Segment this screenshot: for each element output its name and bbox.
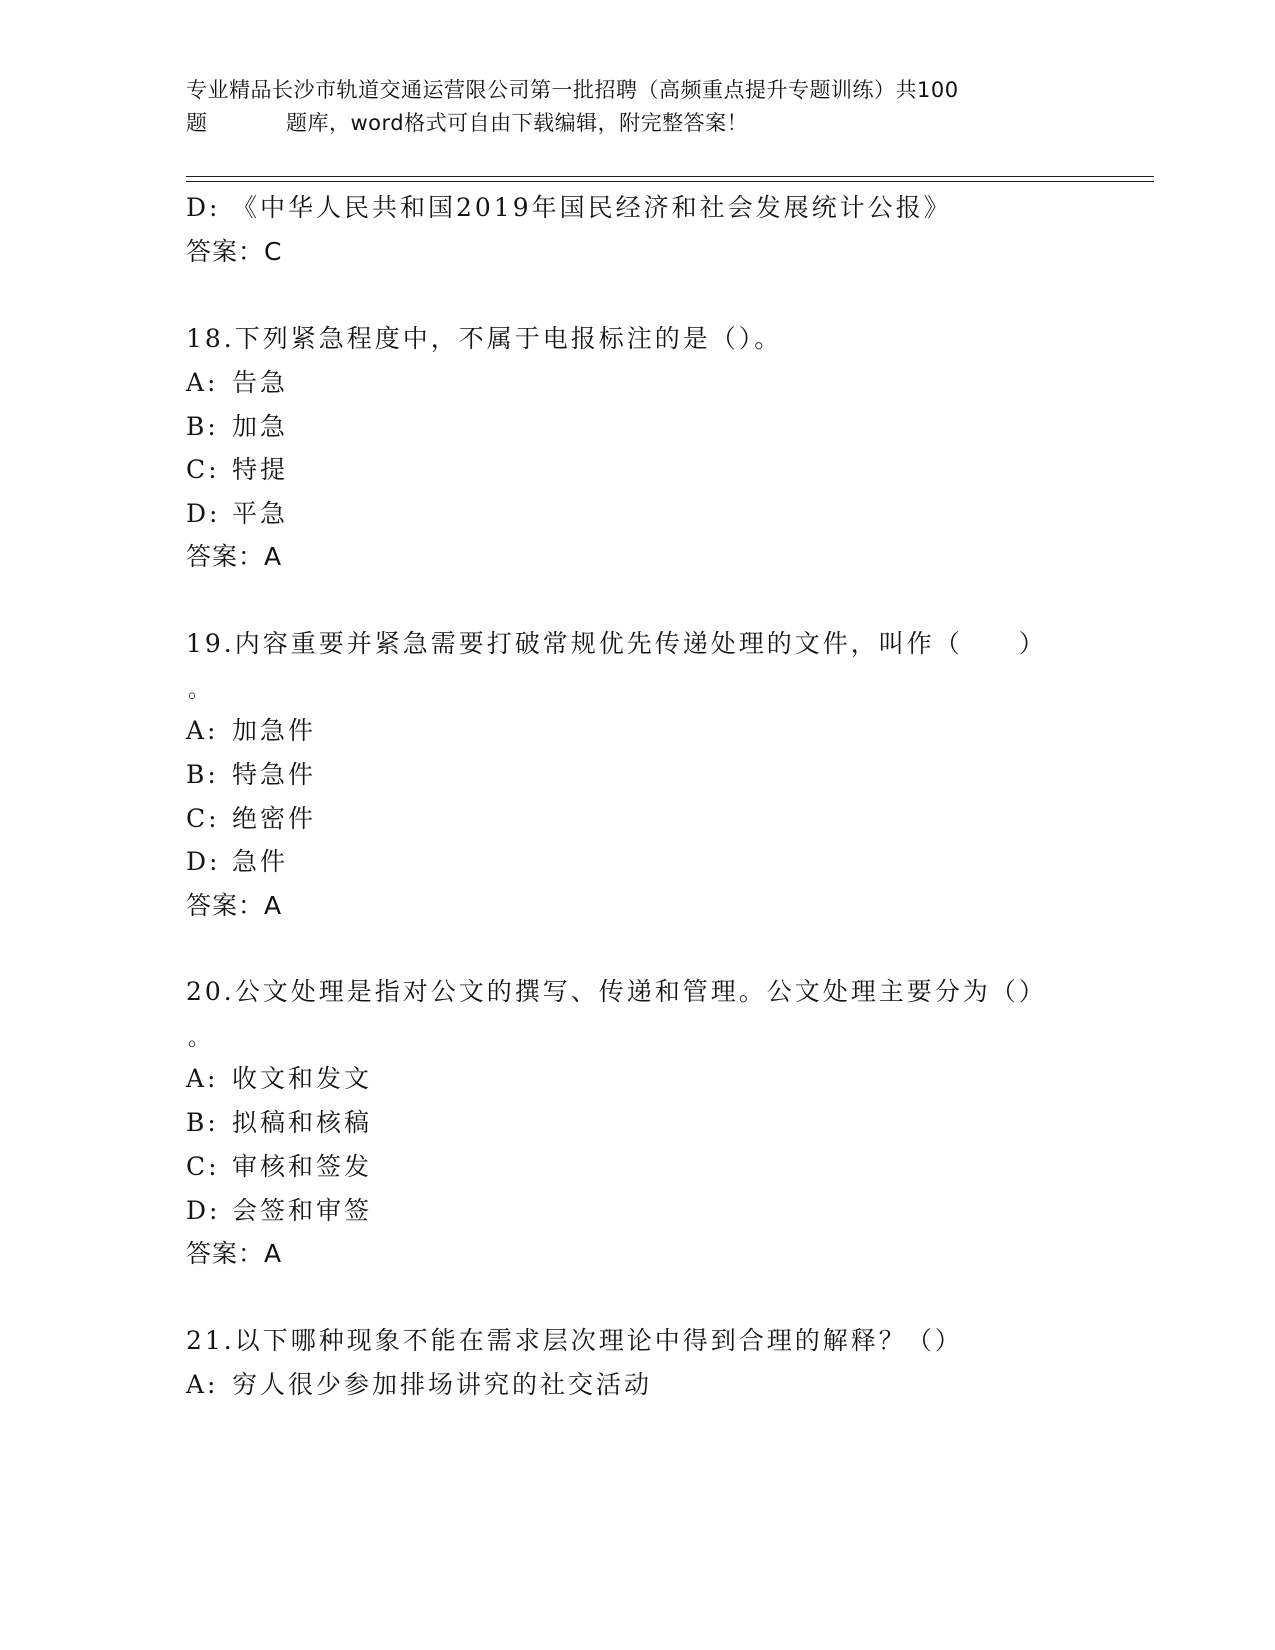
option-text: 急件 <box>232 847 289 876</box>
header-rule-bottom <box>186 181 1154 182</box>
header-title-line2-rest: 题库，word格式可自由下载编辑，附完整答案！ <box>286 111 749 135</box>
option-label: A: <box>186 1370 219 1399</box>
q19-option-c <box>186 804 316 834</box>
q19-answer <box>186 891 282 921</box>
option-label: D: <box>186 499 221 528</box>
q18-option-c <box>186 455 288 485</box>
header-title-line2 <box>186 107 1076 140</box>
option-label: C: <box>186 1152 220 1181</box>
option-text: 穷人很少参加排场讲究的社交活动 <box>232 1370 653 1399</box>
q19-stem: 19.内容重要并紧急需要打破常规优先传递处理的文件，叫作（ ） <box>186 629 1047 658</box>
option-label: C: <box>186 804 220 833</box>
answer-value: A <box>264 891 283 920</box>
q19-option-b <box>186 760 316 790</box>
option-label: D: <box>186 1196 221 1225</box>
option-text: 平急 <box>232 499 289 528</box>
q18-option-b <box>186 412 288 442</box>
q20-option-b <box>186 1108 372 1138</box>
option-text: 告急 <box>232 368 289 397</box>
q18-stem: 18.下列紧急程度中，不属于电报标注的是（）。 <box>186 324 783 353</box>
answer-value: A <box>264 542 283 571</box>
answer-label: 答案： <box>186 891 265 920</box>
option-label: D: <box>186 847 221 876</box>
q20-answer <box>186 1239 282 1269</box>
answer-value: C <box>264 237 283 266</box>
option-label: A: <box>186 716 219 745</box>
answer-value: A <box>264 1239 283 1268</box>
q20-option-a <box>186 1064 372 1094</box>
option-label: B: <box>186 1108 219 1137</box>
header-title-line1: 专业精品长沙市轨道交通运营限公司第一批招聘（高频重点提升专题训练）共100 <box>186 78 959 102</box>
option-text: 加急件 <box>232 716 317 745</box>
option-text: 绝密件 <box>232 804 317 833</box>
q19-option-d <box>186 847 288 877</box>
q20-option-c <box>186 1152 372 1182</box>
option-text: 加急 <box>232 412 289 441</box>
q21-stem: 21.以下哪种现象不能在需求层次理论中得到合理的解释？（） <box>186 1326 963 1355</box>
q20-stem: 20.公文处理是指对公文的撰写、传递和管理。公文处理主要分为（） <box>186 977 1047 1006</box>
option-label: A: <box>186 368 219 397</box>
q19-option-a <box>186 716 316 746</box>
header-rule-top <box>186 176 1154 177</box>
answer-label: 答案： <box>186 542 265 571</box>
q20-stem-tail: 。 <box>188 1026 211 1051</box>
option-label: A: <box>186 1064 219 1093</box>
answer-label: 答案： <box>186 237 265 266</box>
option-label: C: <box>186 455 220 484</box>
option-label: D: <box>186 193 221 222</box>
option-text: 会签和审签 <box>232 1196 373 1225</box>
q18-option-d <box>186 499 288 529</box>
q17-option-d <box>186 193 952 223</box>
option-text: 《中华人民共和国2019年国民经济和社会发展统计公报》 <box>232 193 952 222</box>
q18-answer <box>186 542 282 572</box>
option-text: 特提 <box>232 455 289 484</box>
answer-label: 答案： <box>186 1239 265 1268</box>
option-text: 特急件 <box>232 760 317 789</box>
q20-option-d <box>186 1196 372 1226</box>
option-label: B: <box>186 412 219 441</box>
q18-option-a <box>186 368 288 398</box>
document-header <box>186 74 1076 140</box>
q21-option-a <box>186 1370 652 1400</box>
option-text: 收文和发文 <box>232 1064 373 1093</box>
q17-answer <box>186 237 282 267</box>
q19-stem-tail: 。 <box>188 678 211 703</box>
option-label: B: <box>186 760 219 789</box>
header-title-line2-start: 题 <box>186 111 208 135</box>
option-text: 拟稿和核稿 <box>232 1108 373 1137</box>
option-text: 审核和签发 <box>232 1152 373 1181</box>
